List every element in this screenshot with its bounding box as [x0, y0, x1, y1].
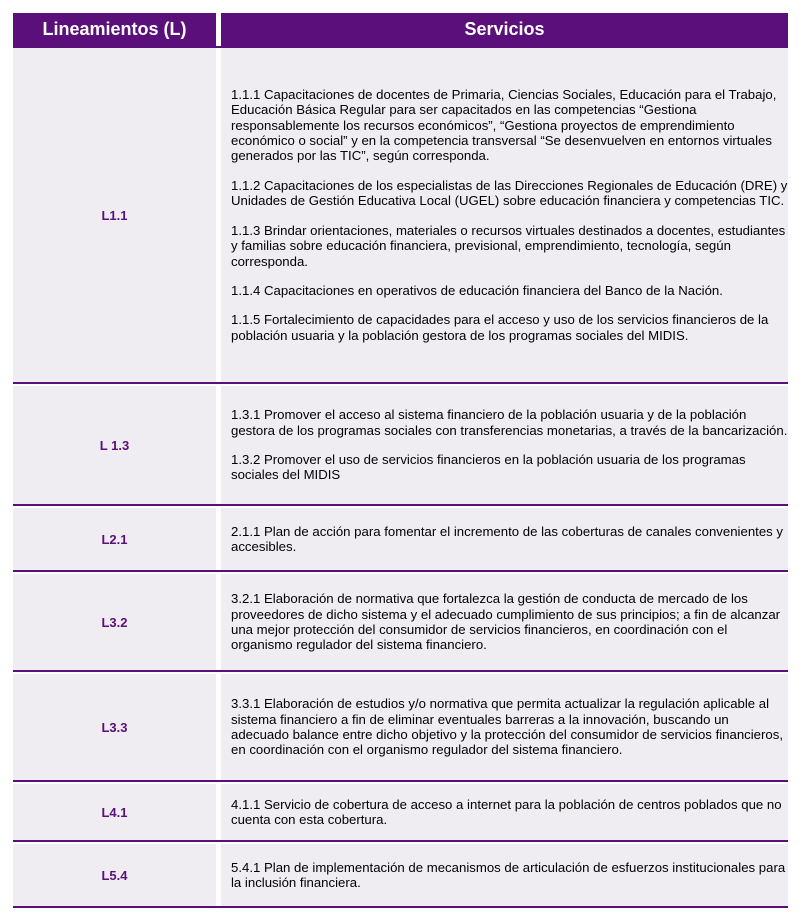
service-item: 5.4.1 Plan de implementación de mecanismos de articulación de esfuerzos institucionales para la inclusión financiera. [231, 859, 786, 890]
row-label: L3.3 [13, 674, 216, 780]
service-item: 1.3.2 Promover el uso de servicios financieros en la población usuaria de los programas sociales del MIDIS [231, 452, 746, 483]
service-item: 1.3.1 Promover el acceso al sistema financiero de la población usuaria y de la población gestora de los programas sociales con transferencias monetarias, a través de la bancarización. [231, 407, 788, 438]
row-services [221, 784, 788, 840]
row-services [221, 386, 788, 504]
row-label: L3.2 [13, 574, 216, 670]
separator [13, 840, 788, 842]
row-services [221, 508, 788, 570]
service-item: 1.1.1 Capacitaciones de docentes de Primaria, Ciencias Sociales, Educación para el Trabajo, Educación Básica Regular para ser capacitados en las competencias “Gestiona responsablemente los recursos económicos”, “Gestiona proyectos de emprendimiento económico o social” y en la competencia transversal “Se desenvuelven en entornos virtuales generados por las TIC”, según corresponda. [231, 86, 777, 164]
separator [13, 504, 788, 506]
row-label: L 1.3 [13, 386, 216, 504]
row-services [221, 844, 788, 906]
header-servicios: Servicios [221, 13, 788, 46]
row-services [221, 48, 788, 382]
table-row [13, 508, 788, 570]
service-item: 1.1.4 Capacitaciones en operativos de educación financiera del Banco de la Nación. [231, 282, 723, 298]
row-label: L1.1 [13, 48, 216, 382]
service-item: 3.3.1 Elaboración de estudios y/o normativa que permita actualizar la regulación aplicable al sistema financiero a fin de eliminar eventuales barreras a la innovación, buscando un adecuado balance entre dicho objetivo y la protección del consumidor de servicios financieros, en coordinación con el organismo regulador del sistema financiero. [231, 696, 784, 758]
row-services [221, 674, 788, 780]
table-row [13, 574, 788, 670]
row-label: L2.1 [13, 508, 216, 570]
row-services [221, 574, 788, 670]
row-label: L4.1 [13, 784, 216, 840]
row-label: L5.4 [13, 844, 216, 906]
table-header [13, 13, 788, 46]
service-item: 4.1.1 Servicio de cobertura de acceso a internet para la población de centros poblados que no cuenta con esta cobertura. [231, 796, 782, 827]
service-item: 2.1.1 Plan de acción para fomentar el incremento de las coberturas de canales convenientes y accesibles. [231, 523, 784, 554]
separator [13, 382, 788, 384]
service-item: 1.1.2 Capacitaciones de los especialistas de las Direcciones Regionales de Educación (DRE) y Unidades de Gestión Educativa Local (UGEL) sobre educación financiera y competencias TIC. [231, 177, 788, 209]
service-item: 3.2.1 Elaboración de normativa que fortalezca la gestión de conducta de mercado de los proveedores de dicho sistema y el adecuado cumplimiento de sus principios; a fin de alcanzar una mejor protección del consumidor de servicios financieros, en coordinación con el organismo regulador del sistema financiero. [231, 591, 781, 653]
table-row [13, 674, 788, 780]
separator [13, 780, 788, 782]
header-lineamientos: Lineamientos (L) [13, 13, 216, 46]
separator [13, 570, 788, 572]
separator [13, 670, 788, 672]
table-row [13, 844, 788, 906]
service-item: 1.1.5 Fortalecimiento de capacidades para el acceso y uso de los servicios financieros de la población usuaria y la población gestora de los programas sociales del MIDIS. [231, 312, 769, 343]
table-row [13, 386, 788, 504]
table-row [13, 48, 788, 382]
table-row [13, 784, 788, 840]
service-item: 1.1.3 Brindar orientaciones, materiales o recursos virtuales destinados a docentes, estudiantes y familias sobre educación financiera, previsional, emprendimiento, tecnología, según corresponda. [231, 222, 786, 269]
separator [13, 906, 788, 908]
